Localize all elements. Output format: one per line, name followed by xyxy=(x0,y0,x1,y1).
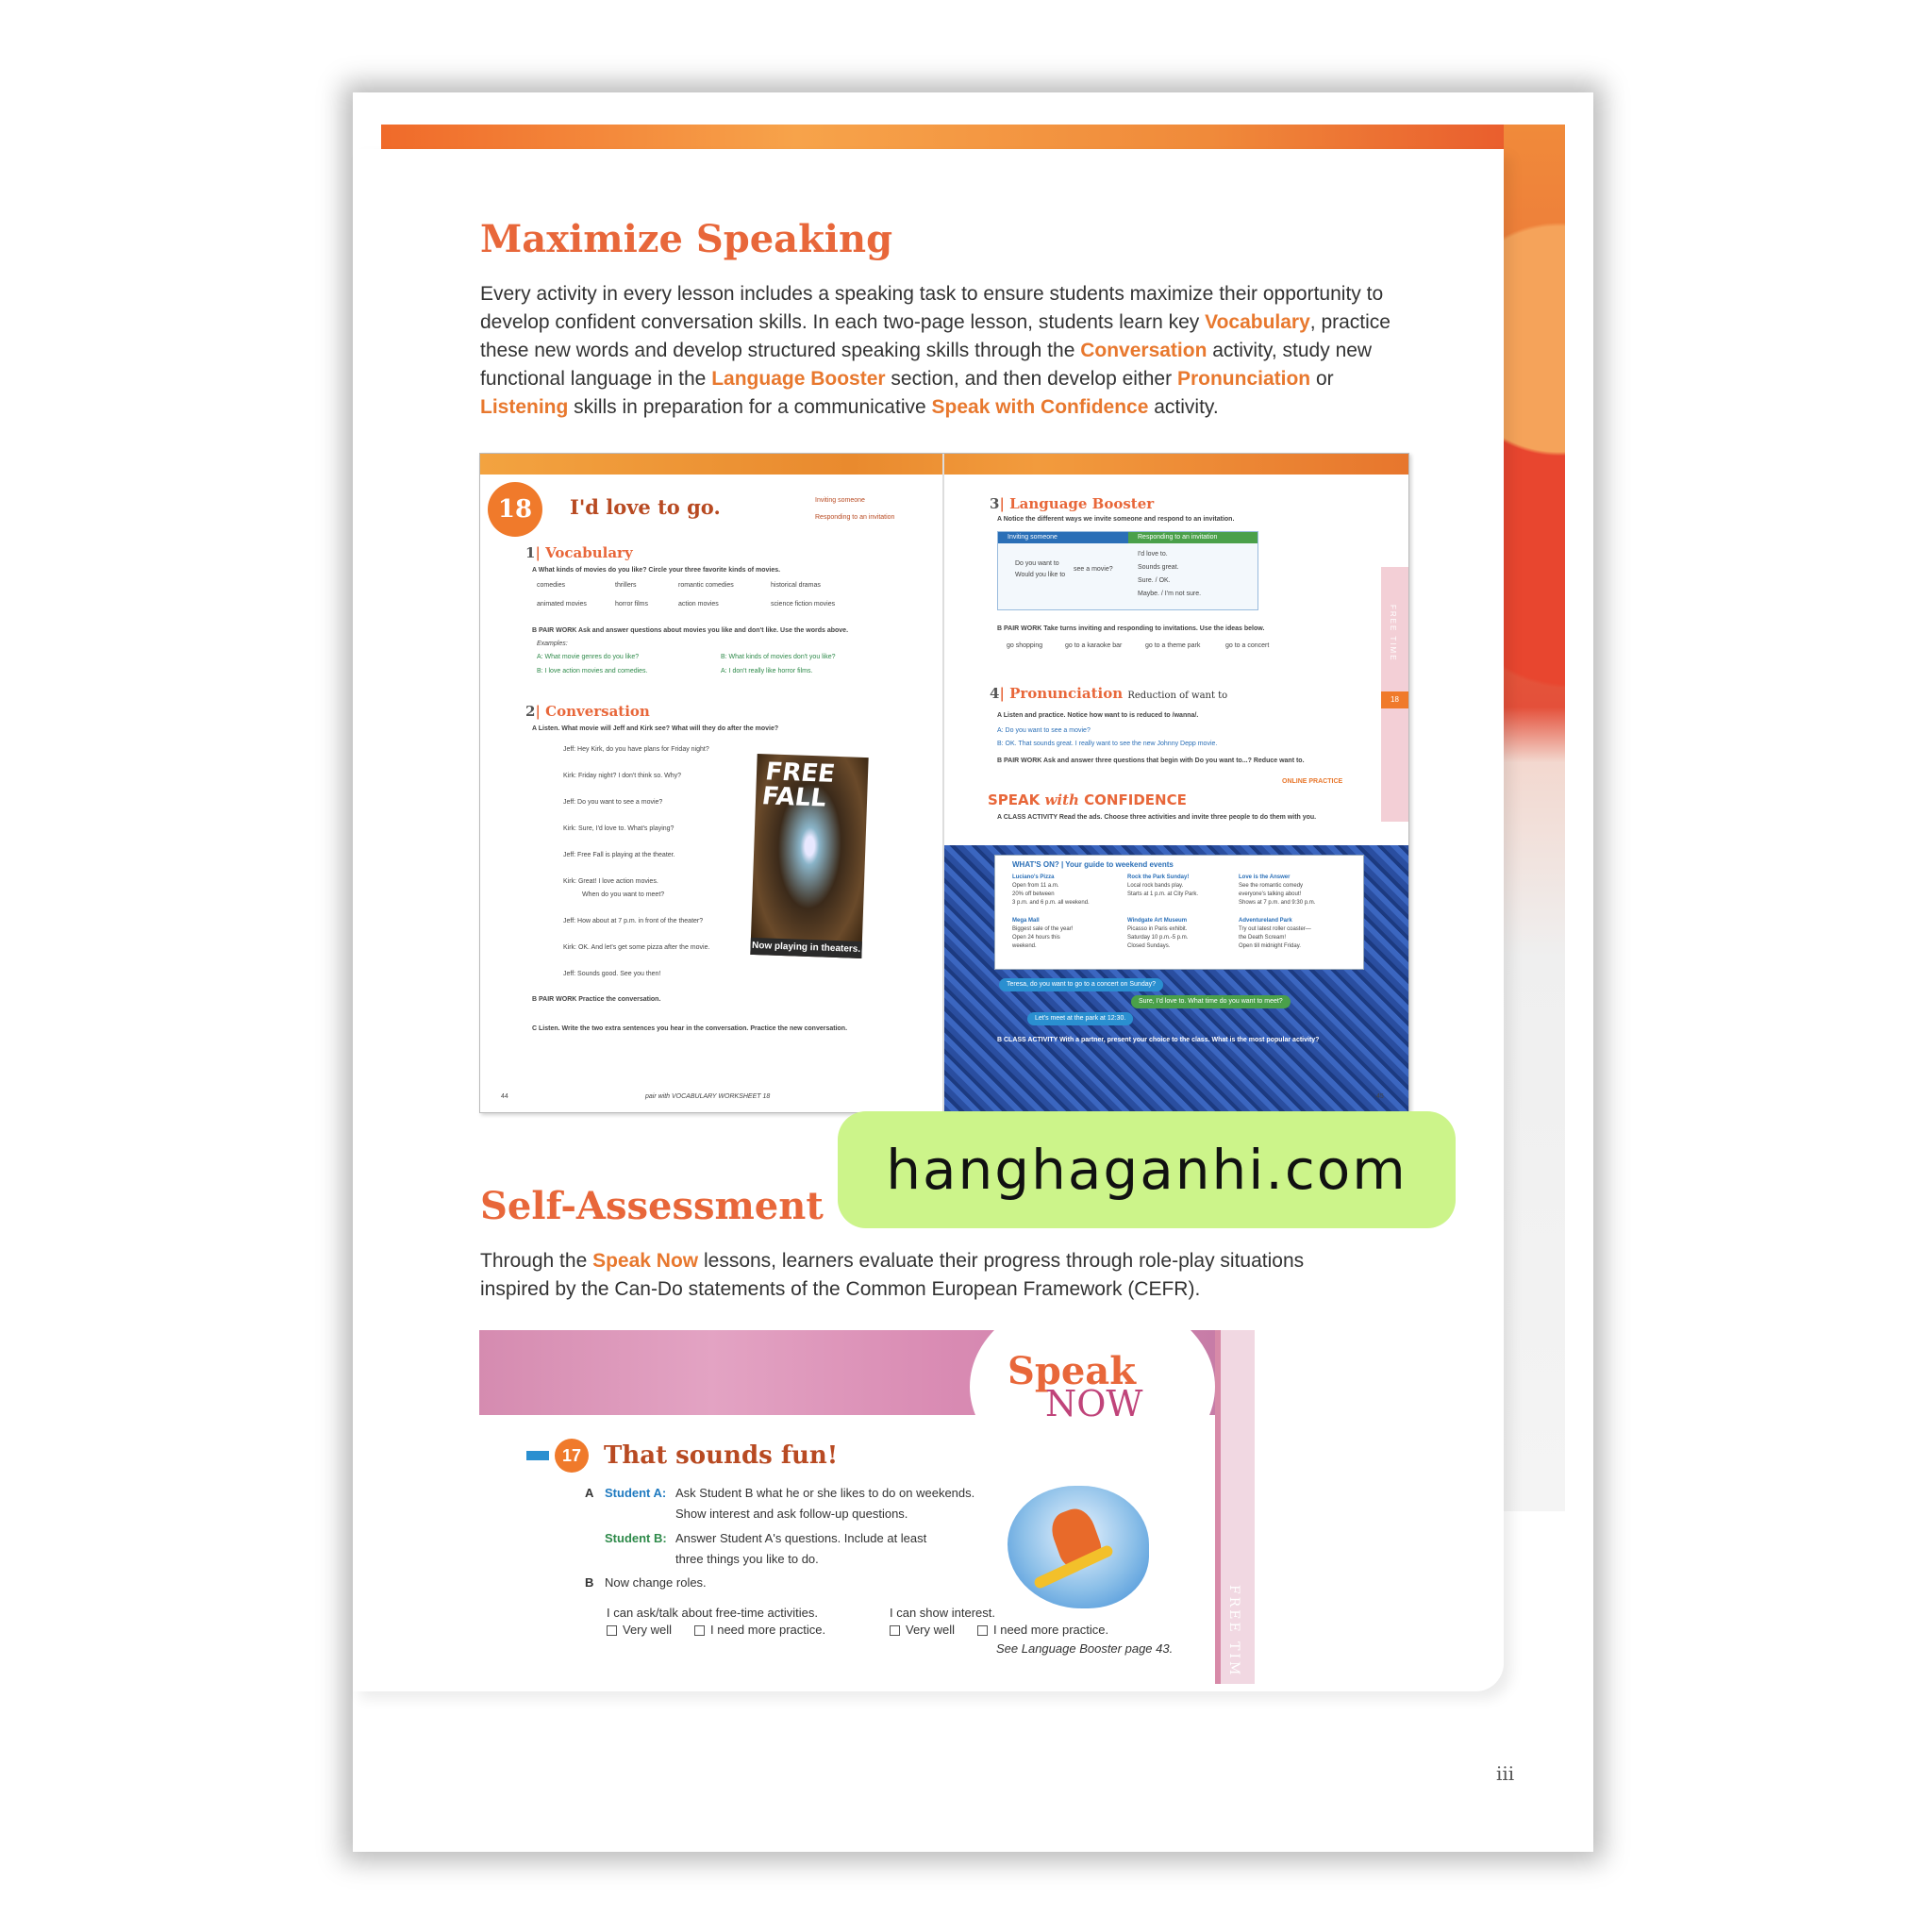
lb-instruction-a: A Notice the different ways we invite someone and respond to an invitation. xyxy=(997,516,1235,523)
vocabulary-heading: 1| Vocabulary xyxy=(525,544,633,561)
poster-title: FREE FALL xyxy=(759,758,837,813)
swc-confidence: CONFIDENCE xyxy=(1078,791,1187,808)
vocab-word: thrillers xyxy=(615,582,637,589)
watermark-text: hanghaganhi.com xyxy=(886,1138,1407,1202)
ad-line: See the romantic comedy xyxy=(1239,883,1304,889)
goal-1: Inviting someone xyxy=(815,497,865,504)
student-b-text: three things you like to do. xyxy=(675,1552,819,1566)
example: A: I don't really like horror films. xyxy=(721,668,813,675)
maximize-speaking-paragraph xyxy=(480,280,1424,422)
conversation-line: Jeff: Hey Kirk, do you have plans for Friday night? xyxy=(563,746,709,753)
text-run: Through the xyxy=(480,1250,593,1272)
paragraph-line xyxy=(480,1247,1424,1275)
conversation-line: Jeff: How about at 7 p.m. in front of the theater? xyxy=(563,918,704,924)
checkbox[interactable] xyxy=(607,1625,617,1636)
conversation-instruction-b: B PAIR WORK Practice the conversation. xyxy=(532,996,661,1003)
spread-footer: pair with VOCABULARY WORKSHEET 18 xyxy=(645,1093,771,1100)
speak-now-side-tab: FREE TIM xyxy=(1226,1585,1241,1678)
text-run: section, and then develop either xyxy=(885,368,1177,390)
unit-number-badge: 18 xyxy=(488,482,542,537)
ad-line: Open from 11 a.m. xyxy=(1012,883,1059,889)
ad-line: weekend. xyxy=(1012,943,1037,949)
tab-number: 18 xyxy=(1381,691,1408,708)
right-decorative-band xyxy=(1504,125,1565,1511)
student-a-text: Ask Student B what he or she likes to do on weekends. xyxy=(675,1486,975,1500)
keyword: Conversation xyxy=(1080,340,1208,361)
example: A: What movie genres do you like? xyxy=(537,654,640,660)
can-do-1: I can ask/talk about free-time activities. xyxy=(607,1606,818,1620)
lb-inviting: Do you want to xyxy=(1015,560,1059,567)
online-practice: ONLINE PRACTICE xyxy=(1282,778,1343,785)
swc-speak: SPEAK xyxy=(988,791,1045,808)
paragraph-line xyxy=(480,393,1424,422)
checkbox[interactable] xyxy=(890,1625,900,1636)
page-number: iii xyxy=(1496,1762,1515,1785)
speech-bubble: Let's meet at the park at 12:30. xyxy=(1027,1012,1133,1025)
vocabulary-num: 1 xyxy=(525,544,536,561)
ad-line: Picasso in Paris exhibit. xyxy=(1127,926,1188,932)
speak-now-title: That sounds fun! xyxy=(604,1441,839,1470)
now-word: NOW xyxy=(1045,1383,1143,1424)
keyword: Language Booster xyxy=(711,368,886,390)
pronunciation-subtitle: Reduction of want to xyxy=(1127,691,1228,701)
swc-instruction-b: B CLASS ACTIVITY With a partner, present your choice to the class. What is the most popular activity? xyxy=(997,1037,1320,1043)
lb-response: Sounds great. xyxy=(1138,564,1179,571)
lb-idea: go to a karaoke bar xyxy=(1065,642,1123,649)
example: B: I love action movies and comedies. xyxy=(537,668,648,675)
lb-inviting: Would you like to xyxy=(1015,572,1066,578)
page-left-number: 44 xyxy=(501,1093,508,1100)
pronunciation-label: Pronunciation xyxy=(1009,685,1124,702)
ad-header: WHAT'S ON? | Your guide to weekend events xyxy=(1012,860,1174,869)
conversation-num: 2 xyxy=(525,703,536,720)
text-run: lessons, learners evaluate their progress through role-play situations xyxy=(698,1250,1305,1272)
checkbox[interactable] xyxy=(977,1625,988,1636)
lb-instruction-b: B PAIR WORK Take turns inviting and responding to invitations. Use the ideas below. xyxy=(997,625,1265,632)
speak-word: Speak xyxy=(1008,1349,1136,1393)
vocab-instruction-b: B PAIR WORK Ask and answer questions about movies you like and don't like. Use the words above. xyxy=(532,627,849,634)
lb-idea: go to a theme park xyxy=(1145,642,1201,649)
side-tab-label: FREE TIME xyxy=(1389,605,1397,662)
text-run: inspired by the Can-Do statements of the Common European Framework (CEFR). xyxy=(480,1278,1201,1300)
conversation-line: Kirk: Great! I love action movies. xyxy=(563,878,658,885)
ad-line: Saturday 10 p.m.-5 p.m. xyxy=(1127,935,1189,941)
swc-instruction-a: A CLASS ACTIVITY Read the ads. Choose three activities and invite three people to do them with you. xyxy=(997,814,1317,821)
ad-line: Windgate Art Museum xyxy=(1127,918,1188,924)
speech-bubble: Sure, I'd love to. What time do you want to meet? xyxy=(1131,995,1291,1008)
more-practice-label: I need more practice. xyxy=(710,1623,826,1637)
ad-line: Open till midnight Friday. xyxy=(1239,943,1301,949)
student-b-label: Student B: xyxy=(605,1531,667,1545)
self-assessment-paragraph xyxy=(480,1247,1424,1304)
textbook-spread xyxy=(479,453,1409,1113)
conversation-line: Jeff: Do you want to see a movie? xyxy=(563,799,663,806)
can-do-2: I can show interest. xyxy=(890,1606,995,1620)
ad-line: Rock the Park Sunday! xyxy=(1127,874,1190,880)
paragraph-line xyxy=(480,365,1424,393)
paragraph-line xyxy=(480,280,1424,308)
lb-col2: Responding to an invitation xyxy=(1128,532,1257,543)
conversation-line: Jeff: Sounds good. See you then! xyxy=(563,971,661,977)
swc-with: with xyxy=(1044,791,1079,808)
weekend-events-ad xyxy=(994,855,1364,970)
speak-now-sample xyxy=(479,1330,1255,1684)
conversation-instruction-a: A Listen. What movie will Jeff and Kirk see? What will they do after the movie? xyxy=(532,725,779,732)
conversation-line: Kirk: Friday night? I don't think so. Why? xyxy=(563,773,682,779)
keyword: Vocabulary xyxy=(1205,311,1310,333)
lb-idea: go to a concert xyxy=(1225,642,1270,649)
ad-line: Adventureland Park xyxy=(1239,918,1292,924)
spread-photo-strip xyxy=(480,454,1408,475)
snowboarder-image xyxy=(1008,1486,1149,1608)
ad-line: Luciano's Pizza xyxy=(1012,874,1055,880)
keyword: Speak Now xyxy=(592,1250,699,1272)
ad-line: 3 p.m. and 6 p.m. all weekend. xyxy=(1012,900,1090,906)
examples-label: Examples: xyxy=(537,641,568,647)
text-run: , practice xyxy=(1309,311,1391,333)
text-run: functional language in the xyxy=(480,368,712,390)
student-a-text: Show interest and ask follow-up questions. xyxy=(675,1507,908,1521)
conversation-line: Kirk: OK. And let's get some pizza after the movie. xyxy=(563,944,710,951)
pair-work-icon xyxy=(526,1451,549,1460)
example: B: What kinds of movies don't you like? xyxy=(721,654,836,660)
watermark-badge xyxy=(838,1111,1456,1228)
ad-line: Open 24 hours this xyxy=(1012,935,1060,941)
conversation-line: When do you want to meet? xyxy=(582,891,665,898)
language-booster-heading: 3| Language Booster xyxy=(990,495,1155,512)
speech-bubble: Teresa, do you want to go to a concert on Sunday? xyxy=(999,978,1163,991)
vocab-word: historical dramas xyxy=(771,582,821,589)
conversation-label: Conversation xyxy=(545,703,650,720)
lb-idea: go shopping xyxy=(1007,642,1043,649)
keyword: Pronunciation xyxy=(1176,368,1311,390)
lb-response: Sure. / OK. xyxy=(1138,577,1171,584)
lb-response: I'd love to. xyxy=(1138,551,1168,558)
text-run: these new words and develop structured speaking skills through the xyxy=(480,340,1081,361)
pron-line: B: OK. That sounds great. I really want to see the new Johnny Depp movie. xyxy=(997,741,1218,747)
pron-instruction-b: B PAIR WORK Ask and answer three questions that begin with Do you want to...? Reduce want to. xyxy=(997,758,1305,764)
student-a-label: Student A: xyxy=(605,1486,667,1500)
speak-now-side-band xyxy=(1215,1330,1255,1684)
vocab-word: science fiction movies xyxy=(771,601,836,608)
conversation-line: Jeff: Free Fall is playing at the theater. xyxy=(563,852,675,858)
conversation-heading: 2| Conversation xyxy=(525,703,650,720)
item-b-text: Now change roles. xyxy=(605,1575,707,1590)
self-assessment-title: Self-Assessment xyxy=(480,1184,824,1228)
item-a-letter: A xyxy=(585,1486,594,1500)
lb-see-movie: see a movie? xyxy=(1074,566,1113,573)
more-practice-label: I need more practice. xyxy=(993,1623,1109,1637)
conversation-line: Kirk: Sure, I'd love to. What's playing? xyxy=(563,825,675,832)
paragraph-line xyxy=(480,1275,1424,1304)
keyword: Listening xyxy=(480,396,569,418)
ad-line: Mega Mall xyxy=(1012,918,1040,924)
pronunciation-heading: 4| Pronunciation Reduction of want to xyxy=(990,685,1228,702)
goal-2: Responding to an invitation xyxy=(815,514,895,521)
poster-tagline: Now playing in theaters. xyxy=(750,938,862,958)
pronunciation-num: 4 xyxy=(990,685,1000,702)
ad-line: the Death Scream! xyxy=(1239,935,1287,941)
maximize-speaking-title: Maximize Speaking xyxy=(480,217,893,261)
text-run: skills in preparation for a communicative xyxy=(568,396,932,418)
pron-line: A: Do you want to see a movie? xyxy=(997,727,1091,734)
vocab-word: animated movies xyxy=(537,601,587,608)
ad-line: Local rock bands play. xyxy=(1127,883,1184,889)
very-well-label: Very well xyxy=(623,1623,673,1637)
unit-title: I'd love to go. xyxy=(570,495,721,519)
language-booster-label: Language Booster xyxy=(1009,495,1155,512)
text-run: develop confident conversation skills. In each two-page lesson, students learn key xyxy=(480,311,1206,333)
see-reference: See Language Booster page 43. xyxy=(996,1641,1174,1656)
ad-line: 20% off between xyxy=(1012,891,1055,897)
ad-line: Closed Sundays. xyxy=(1127,943,1171,949)
ad-line: everyone's talking about! xyxy=(1239,891,1302,897)
text-run: activity. xyxy=(1148,396,1219,418)
item-b-letter: B xyxy=(585,1575,594,1590)
ad-line: Shows at 7 p.m. and 9:30 p.m. xyxy=(1239,900,1316,906)
very-well-label: Very well xyxy=(906,1623,956,1637)
page-right-number: 45 xyxy=(1376,1093,1384,1100)
unit-17-badge: 17 xyxy=(555,1439,589,1473)
vocab-word: action movies xyxy=(678,601,719,608)
ad-line: Starts at 1 p.m. at City Park. xyxy=(1127,891,1199,897)
paragraph-line xyxy=(480,337,1424,365)
vocab-word: comedies xyxy=(537,582,565,589)
lb-col1: Inviting someone xyxy=(998,532,1135,543)
student-b-text: Answer Student A's questions. Include at least xyxy=(675,1531,927,1545)
paragraph-line xyxy=(480,308,1424,337)
vocab-word: romantic comedies xyxy=(678,582,734,589)
text-run: or xyxy=(1310,368,1334,390)
checkbox[interactable] xyxy=(694,1625,705,1636)
speak-with-confidence-title xyxy=(988,791,1187,808)
keyword: Speak with Confidence xyxy=(931,396,1149,418)
language-booster-num: 3 xyxy=(990,495,1000,512)
free-fall-poster xyxy=(750,754,868,958)
language-booster-table xyxy=(997,531,1258,610)
vocabulary-label: Vocabulary xyxy=(545,544,633,561)
ad-line: Try out latest roller coaster— xyxy=(1239,926,1311,932)
vocab-instruction-a: A What kinds of movies do you like? Circle your three favorite kinds of movies. xyxy=(532,567,781,574)
ad-line: Love is the Answer xyxy=(1239,874,1291,880)
conversation-instruction-c: C Listen. Write the two extra sentences you hear in the conversation. Practice the new conversation. xyxy=(532,1025,848,1032)
text-run: Every activity in every lesson includes a speaking task to ensure students maximize their opportunity to xyxy=(480,283,1384,305)
lb-response: Maybe. / I'm not sure. xyxy=(1138,591,1202,597)
vocab-word: horror films xyxy=(615,601,649,608)
text-run: activity, study new xyxy=(1207,340,1373,361)
pron-instruction-a: A Listen and practice. Notice how want to is reduced to /wanna/. xyxy=(997,712,1199,719)
ad-line: Biggest sale of the year! xyxy=(1012,926,1074,932)
